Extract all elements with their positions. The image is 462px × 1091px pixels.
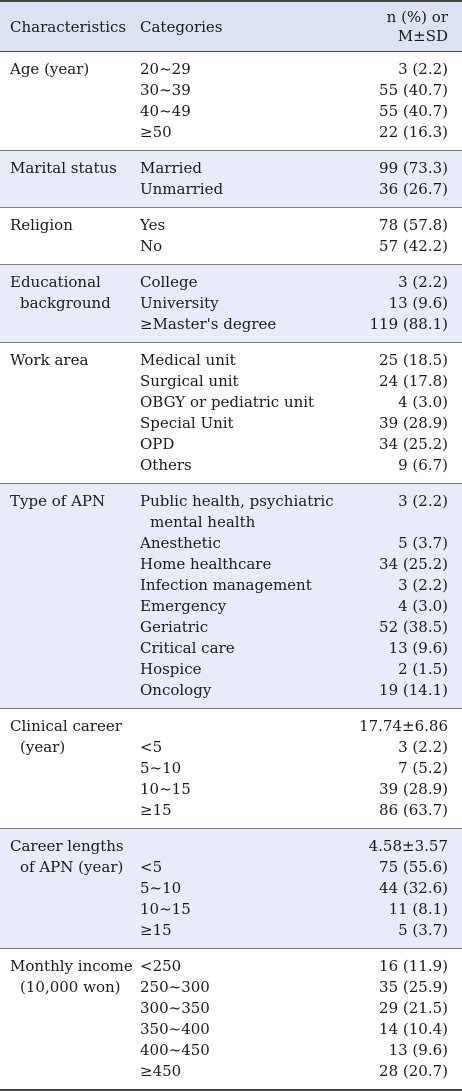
category-label: OPD [140,435,175,453]
category-label-continued: mental health [150,513,256,531]
characteristic-cell [0,829,140,949]
table-row [0,709,462,829]
value-label: 3 (2.2) [398,492,448,510]
characteristic-label: Religion [10,216,73,234]
table-row [0,949,462,1091]
category-label: 5~10 [140,759,182,777]
category-label: 250~300 [140,978,210,996]
characteristic-label: Career lengths [10,837,124,855]
category-label: 5~10 [140,879,182,897]
value-label: 44 (32.6) [379,879,448,897]
header-characteristics: Characteristics [10,17,127,36]
characteristic-label: background [20,294,111,312]
value-label: 35 (25.9) [379,978,448,996]
value-label: 52 (38.5) [379,618,448,636]
header-n-percent [358,1,462,52]
value-label: 39 (28.9) [379,780,448,798]
category-label [140,836,358,857]
value-label: 34 (25.2) [379,555,448,573]
category-label: Anesthetic [140,534,221,552]
category-label: Medical unit [140,351,236,369]
category-cell [140,484,358,709]
category-label: ≥450 [140,1062,182,1080]
value-spacer [358,512,448,533]
category-label: ≥50 [140,123,172,141]
characteristic-label: Age (year) [10,60,90,78]
characteristic-cell [0,52,140,151]
table-header-row [0,1,462,52]
table-row [0,829,462,949]
value-label: 119 (88.1) [369,315,448,333]
category-cell [140,208,358,265]
category-label: 20~29 [140,60,191,78]
value-label: 3 (2.2) [398,738,448,756]
value-label: 13 (9.6) [388,294,448,312]
table-row [0,343,462,484]
value-label: 13 (9.6) [388,1041,448,1059]
table-row [0,208,462,265]
category-label: Surgical unit [140,372,239,390]
category-cell [140,949,358,1091]
category-label: No [140,237,163,255]
value-label: 25 (18.5) [379,351,448,369]
value-label: 78 (57.8) [379,216,448,234]
category-label: 400~450 [140,1041,210,1059]
category-label: Yes [140,216,166,234]
category-label [140,716,358,737]
value-label: 9 (6.7) [398,456,448,474]
characteristic-label: Monthly income [10,957,133,975]
category-label: Emergency [140,597,227,615]
category-label: Others [140,456,192,474]
value-label: 3 (2.2) [398,576,448,594]
value-label: 5 (3.7) [398,921,448,939]
category-label: ≥15 [140,921,172,939]
characteristic-label: Type of APN [10,492,106,510]
characteristic-cell [0,265,140,343]
category-cell [140,709,358,829]
value-label: 3 (2.2) [398,273,448,291]
characteristic-label: (10,000 won) [20,978,121,996]
category-label: College [140,273,198,291]
value-label: 14 (10.4) [379,1020,448,1038]
characteristic-label: Marital status [10,159,117,177]
value-label: 17.74±6.86 [359,717,448,735]
value-label: 55 (40.7) [379,102,448,120]
value-label: 24 (17.8) [379,372,448,390]
table-row [0,484,462,709]
value-label: 3 (2.2) [398,60,448,78]
value-label: 75 (55.6) [379,858,448,876]
category-cell [140,343,358,484]
value-label: 39 (28.9) [379,414,448,432]
category-label: Critical care [140,639,235,657]
category-label: Married [140,159,202,177]
characteristic-cell [0,343,140,484]
value-label: 5 (3.7) [398,534,448,552]
category-label: 350~400 [140,1020,210,1038]
table-row [0,52,462,151]
header-categories: Categories [140,17,223,36]
value-cell [358,709,462,829]
value-label: 57 (42.2) [379,237,448,255]
value-cell [358,265,462,343]
characteristic-label: (year) [20,738,66,756]
value-label: 2 (1.5) [398,660,448,678]
value-label: 86 (63.7) [379,801,448,819]
characteristic-label: Clinical career [10,717,122,735]
value-label: 13 (9.6) [388,639,448,657]
category-label: 300~350 [140,999,210,1017]
value-cell [358,343,462,484]
value-label: 7 (5.2) [398,759,448,777]
category-label: Oncology [140,681,212,699]
category-label: Hospice [140,660,202,678]
characteristic-cell [0,484,140,709]
table-row [0,151,462,208]
category-label: Special Unit [140,414,234,432]
category-label: <250 [140,957,182,975]
characteristic-cell [0,151,140,208]
value-cell [358,52,462,151]
value-label: 28 (20.7) [379,1062,448,1080]
category-label: 40~49 [140,102,191,120]
category-cell [140,151,358,208]
category-label: <5 [140,858,163,876]
category-cell [140,52,358,151]
value-label: 36 (26.7) [379,180,448,198]
value-cell [358,484,462,709]
category-label: <5 [140,738,163,756]
value-label: 29 (21.5) [379,999,448,1017]
category-cell [140,265,358,343]
value-label: 19 (14.1) [379,681,448,699]
characteristic-label: Work area [10,351,89,369]
category-label: Unmarried [140,180,224,198]
characteristic-label: Educational [10,273,101,291]
characteristic-cell [0,709,140,829]
characteristic-cell [0,208,140,265]
value-label: 16 (11.9) [379,957,448,975]
value-cell [358,949,462,1091]
category-label: 10~15 [140,900,191,918]
category-label: Home healthcare [140,555,272,573]
category-label: 30~39 [140,81,191,99]
table-body [0,52,462,1091]
category-label: OBGY or pediatric unit [140,393,315,411]
category-label: Infection management [140,576,312,594]
characteristic-label: of APN (year) [20,858,124,876]
category-label: Public health, psychiatric [140,492,334,510]
category-label: ≥Master's degree [140,315,277,333]
value-label: 22 (16.3) [379,123,448,141]
value-label: 34 (25.2) [379,435,448,453]
category-cell [140,829,358,949]
value-label: 4 (3.0) [398,393,448,411]
value-label: 99 (73.3) [379,159,448,177]
value-cell [358,829,462,949]
value-label: 4.58±3.57 [368,837,448,855]
value-label: 55 (40.7) [379,81,448,99]
header-n-percent-line2: M±SD [397,26,448,45]
category-label: 10~15 [140,780,191,798]
header-n-percent-line1: n (%) or [386,7,448,26]
value-label: 11 (8.1) [388,900,448,918]
value-cell [358,151,462,208]
characteristic-cell [0,949,140,1091]
category-label: Geriatric [140,618,209,636]
value-cell [358,208,462,265]
table-row [0,265,462,343]
value-label: 4 (3.0) [398,597,448,615]
category-label: ≥15 [140,801,172,819]
category-label: University [140,294,219,312]
